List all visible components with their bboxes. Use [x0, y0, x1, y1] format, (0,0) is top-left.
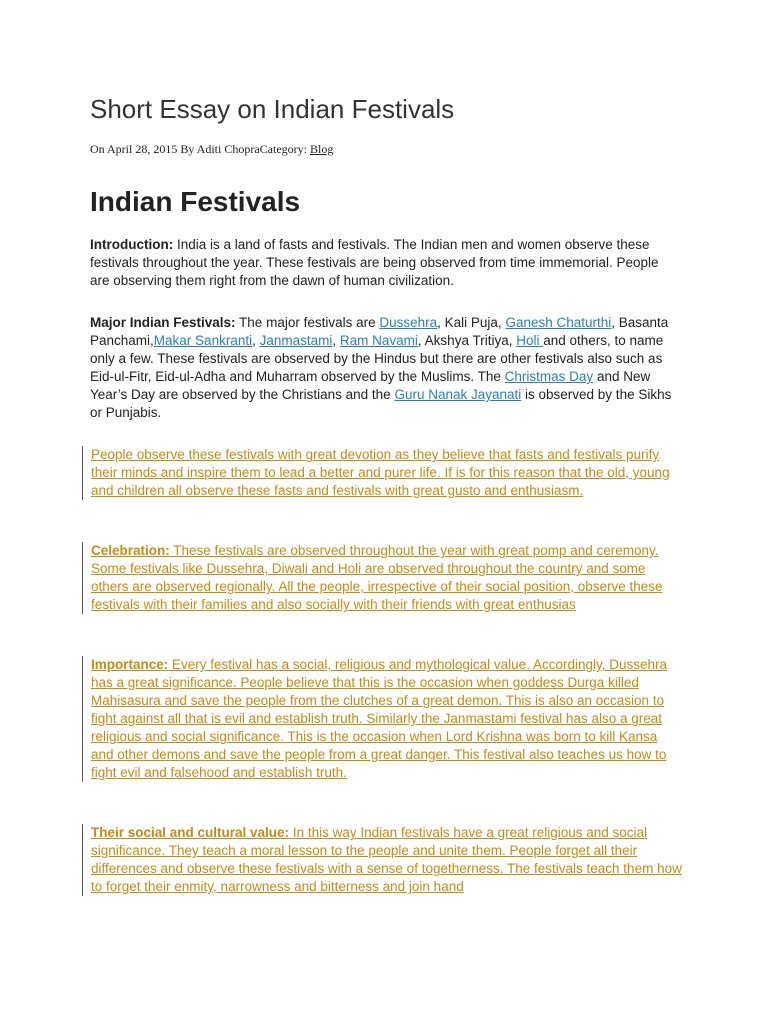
celebration-label: Celebration: — [91, 543, 170, 558]
text-span: The major festivals are — [235, 315, 380, 330]
text-span: , — [332, 333, 340, 348]
social-value-text: In this way Indian festivals have a great religious and social significance. They teach a moral lesson to the people and unite them. People forget all their differences and observe these festivals with a sense of togetherness. The festivals teach them how to forget their enmity, narrowness and bitterness and join hand — [91, 825, 682, 894]
category-link[interactable]: Blog — [310, 142, 334, 156]
text-span: , Basanta Panchami, — [90, 315, 669, 348]
blockquote-importance — [82, 656, 683, 782]
importance-text: Every festival has a social, religious and mythological value. Accordingly, Dussehra has a great significance. People believe that this is the occasion when goddess Durga killed Mahisasura and save the people from the clutches of a great demon. This is also an occasion to fight against all that is evil and establish truth. Similarly the Janmastami festival has also a great religious and social significance. This is the occasion when Lord Krishna was born to kill Kansa and other demons and save the people from a great danger. This festival also teaches us how to fight evil and falsehood and establish truth. — [91, 657, 668, 780]
byline-text: On April 28, 2015 By Aditi ChopraCategory: — [90, 142, 310, 156]
introduction-text: India is a land of fasts and festivals. The Indian men and women observe these festivals throughout the year. These festivals are being observed from time immemorial. People are observing them right from the dawn of human civilization. — [90, 237, 659, 288]
link-ram-navami[interactable]: Ram Navami — [339, 333, 418, 348]
text-span: is observed by the Sikhs or Punjabis. — [90, 387, 672, 420]
link-ganesh-chaturthi[interactable]: Ganesh Chaturthi — [505, 315, 612, 330]
link-christmas-day[interactable]: Christmas Day — [504, 369, 594, 384]
text-span: , Akshya Tritiya, — [417, 333, 517, 348]
social-value-label: Their social and cultural value: — [91, 825, 290, 840]
text-span: , Kali Puja, — [437, 315, 506, 330]
section-heading: Indian Festivals — [90, 186, 301, 217]
blockquote-devotion — [82, 446, 673, 500]
link-makar-sankranti[interactable]: Makar Sankranti — [153, 333, 253, 348]
introduction-label: Introduction: — [90, 237, 174, 252]
quote-text: People observe these festivals with great devotion as they believe that fasts and festivals purify their minds and inspire them to lead a better and purer life. If is for this reason that the old, young and children all observe these fasts and festivals with great gusto and enthusiasm. — [91, 447, 670, 498]
byline — [90, 142, 333, 157]
major-festivals-paragraph — [90, 314, 682, 422]
text-span: and New Year’s Day are observed by the Christians and the — [90, 369, 651, 402]
blockquote-celebration — [82, 542, 669, 614]
link-holi[interactable]: Holi — [516, 333, 544, 348]
link-dussehra[interactable]: Dussehra — [379, 315, 438, 330]
link-guru-nanak-jayanati[interactable]: Guru Nanak Jayanati — [394, 387, 522, 402]
link-janmastami[interactable]: Janmastami — [259, 333, 333, 348]
text-span: and others, to name only a few. These festivals are observed by the Hindus but there are other festivals also such as Eid-ul-Fitr, Eid-ul-Adha and Muharram observed by the Muslims. The — [90, 333, 664, 384]
major-festivals-label: Major Indian Festivals: — [90, 315, 236, 330]
importance-label: Importance: — [91, 657, 169, 672]
page-title: Short Essay on Indian Festivals — [90, 94, 455, 124]
celebration-text: These festivals are observed throughout the year with great pomp and ceremony. Some festivals like Dussehra, Diwali and Holi are observed throughout the country and some others are observed regionally. All the people, irrespective of their social position, observe these festivals with their families and also socially with their friends with great enthusias — [91, 543, 663, 612]
text-span: , — [252, 333, 260, 348]
introduction-paragraph — [90, 236, 680, 290]
blockquote-social-value — [82, 824, 685, 896]
